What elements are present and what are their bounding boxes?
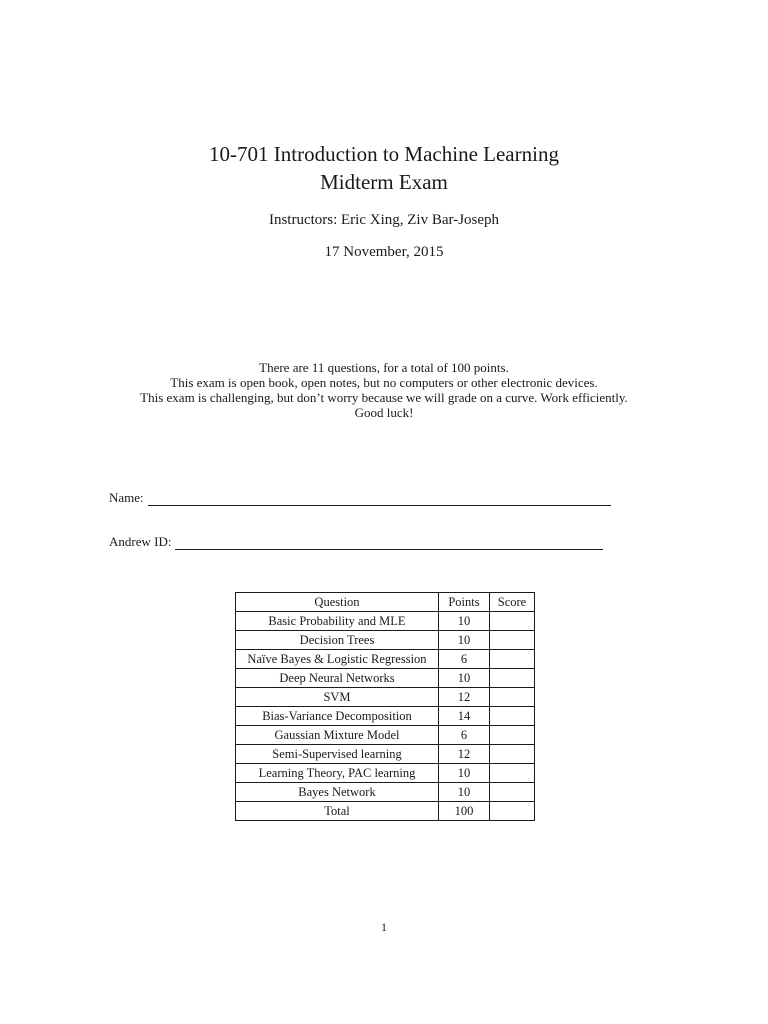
score-table	[235, 592, 535, 821]
score-cell[interactable]	[490, 745, 535, 764]
table-row	[236, 783, 535, 802]
score-cell[interactable]	[490, 612, 535, 631]
question-cell: Total	[236, 802, 439, 821]
score-cell[interactable]	[490, 688, 535, 707]
page-number: 1	[381, 920, 387, 934]
name-label: Name:	[109, 490, 144, 505]
table-row	[236, 688, 535, 707]
points-cell: 10	[439, 631, 490, 650]
score-cell[interactable]	[490, 726, 535, 745]
table-header-row	[236, 593, 535, 612]
question-cell: Bias-Variance Decomposition	[236, 707, 439, 726]
name-field	[109, 490, 611, 506]
score-cell[interactable]	[490, 783, 535, 802]
header-question: Question	[236, 593, 439, 612]
score-cell[interactable]	[490, 650, 535, 669]
instruction-line: This exam is open book, open notes, but no computers or other electronic devices.	[170, 375, 598, 390]
table-row	[236, 802, 535, 821]
instruction-line: There are 11 questions, for a total of 100 points.	[259, 360, 509, 375]
header-points: Points	[439, 593, 490, 612]
score-cell[interactable]	[490, 707, 535, 726]
header-score: Score	[490, 593, 535, 612]
question-cell: Deep Neural Networks	[236, 669, 439, 688]
score-cell[interactable]	[490, 802, 535, 821]
andrew-id-blank-line[interactable]	[175, 535, 603, 550]
score-cell[interactable]	[490, 631, 535, 650]
table-row	[236, 612, 535, 631]
table-row	[236, 745, 535, 764]
table-row	[236, 650, 535, 669]
table-row	[236, 764, 535, 783]
table-row	[236, 726, 535, 745]
andrew-id-label: Andrew ID:	[109, 534, 172, 549]
table-row	[236, 669, 535, 688]
course-title: 10-701 Introduction to Machine Learning	[209, 142, 559, 166]
points-cell: 10	[439, 764, 490, 783]
question-cell: Decision Trees	[236, 631, 439, 650]
instructors-line: Instructors: Eric Xing, Ziv Bar-Joseph	[268, 212, 500, 228]
points-cell: 14	[439, 707, 490, 726]
points-cell: 10	[439, 669, 490, 688]
points-cell: 10	[439, 783, 490, 802]
question-cell: SVM	[236, 688, 439, 707]
points-cell: 10	[439, 612, 490, 631]
table-row	[236, 707, 535, 726]
exam-instructions	[0, 360, 768, 420]
score-cell[interactable]	[490, 764, 535, 783]
andrew-id-field	[109, 534, 603, 550]
question-cell: Naïve Bayes & Logistic Regression	[236, 650, 439, 669]
exam-title: Midterm Exam	[320, 170, 448, 194]
question-cell: Learning Theory, PAC learning	[236, 764, 439, 783]
score-cell[interactable]	[490, 669, 535, 688]
points-cell: 100	[439, 802, 490, 821]
question-cell: Bayes Network	[236, 783, 439, 802]
instruction-line: Good luck!	[354, 405, 414, 420]
table-row	[236, 631, 535, 650]
question-cell: Semi-Supervised learning	[236, 745, 439, 764]
question-cell: Basic Probability and MLE	[236, 612, 439, 631]
exam-date: 17 November, 2015	[324, 244, 444, 260]
points-cell: 12	[439, 745, 490, 764]
points-cell: 6	[439, 726, 490, 745]
points-cell: 12	[439, 688, 490, 707]
name-blank-line[interactable]	[148, 491, 611, 506]
points-cell: 6	[439, 650, 490, 669]
question-cell: Gaussian Mixture Model	[236, 726, 439, 745]
instruction-line: This exam is challenging, but don’t worry because we will grade on a curve. Work efficiently.	[140, 390, 628, 405]
